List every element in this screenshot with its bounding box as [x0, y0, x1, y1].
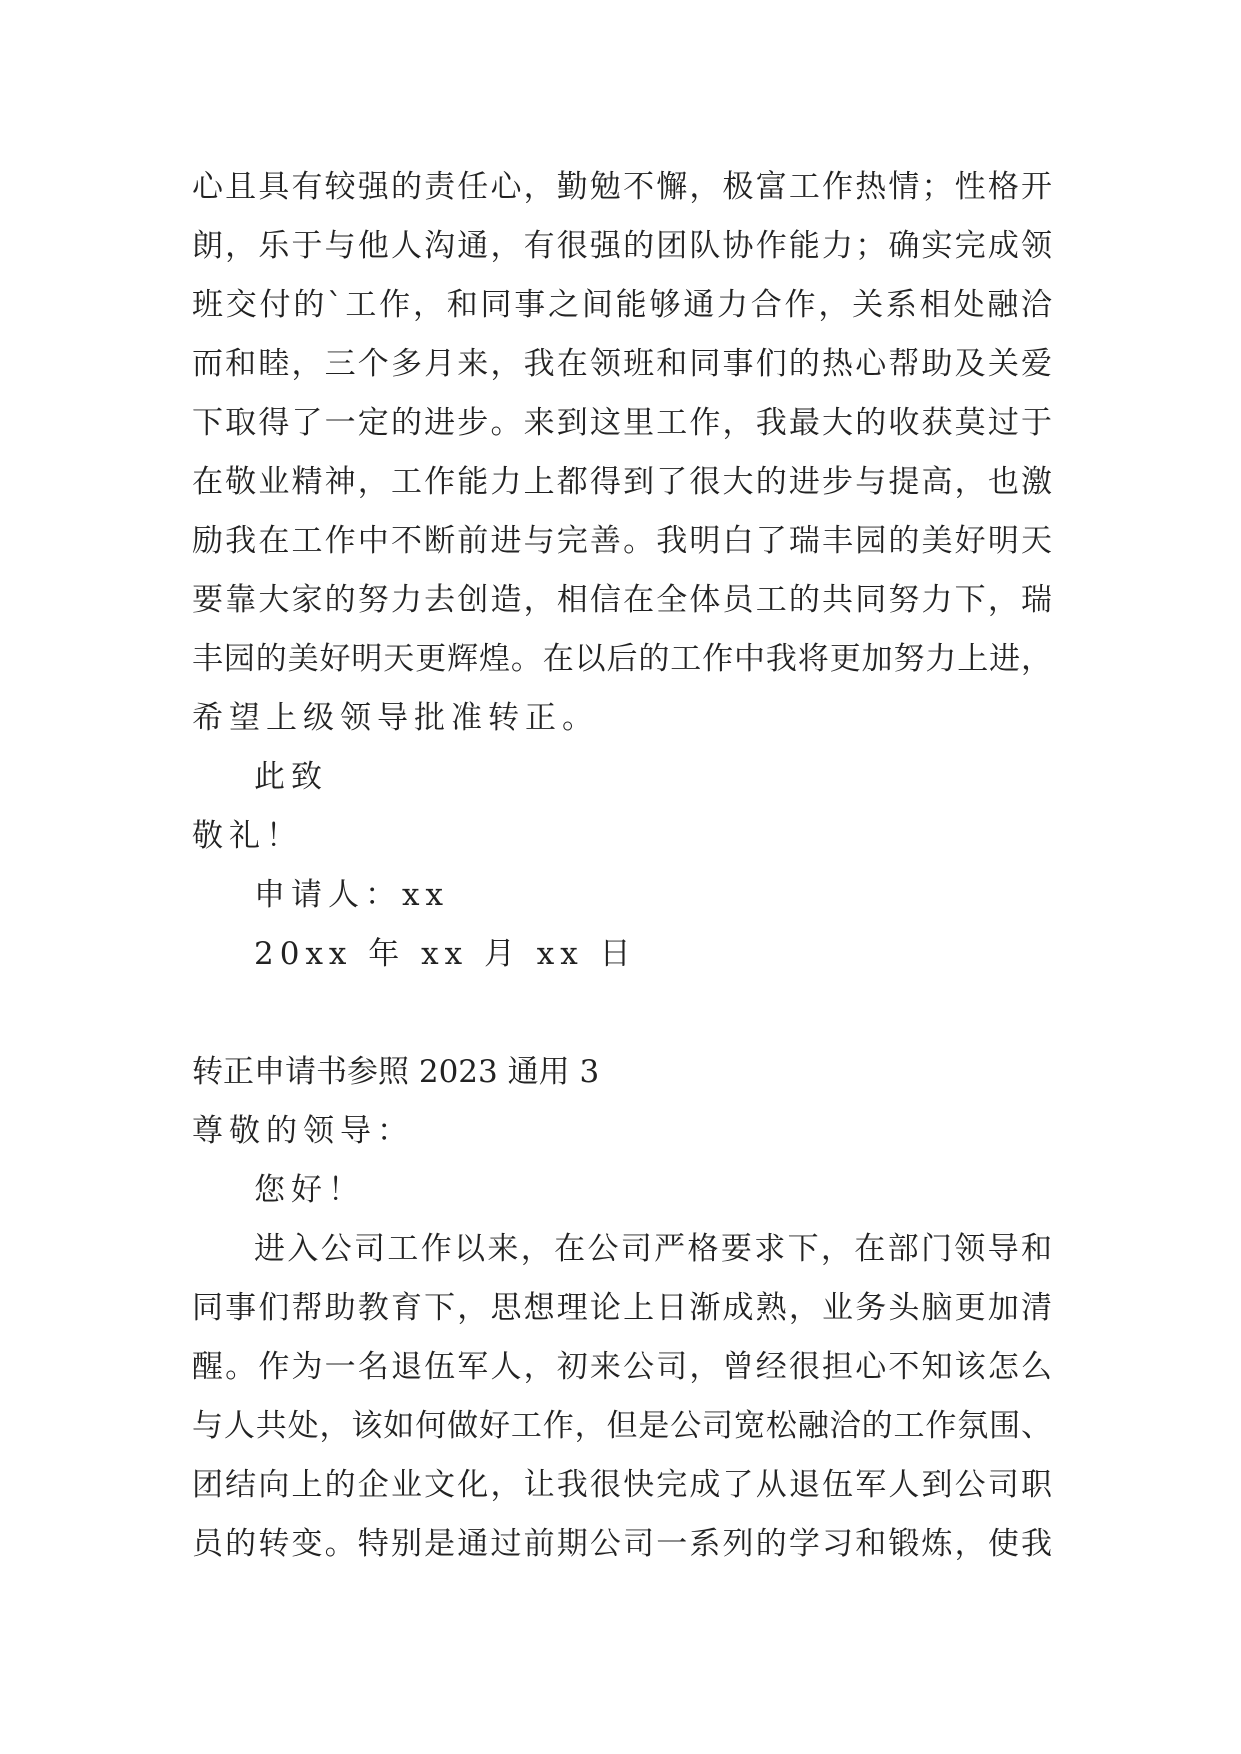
- paragraph-line: 醒。作为一名退伍军人，初来公司，曾经很担心不知该怎么: [192, 1349, 1052, 1385]
- paragraph-line: 员的转变。特别是通过前期公司一系列的学习和锻炼，使我: [192, 1526, 1052, 1562]
- section-title: 转正申请书参照 2023 通用 3: [192, 1054, 600, 1090]
- closing-text: 此致: [254, 759, 328, 795]
- hello-text: 您好！: [254, 1172, 365, 1208]
- paragraph-line: 进入公司工作以来，在公司严格要求下，在部门领导和: [254, 1231, 1052, 1267]
- paragraph-line: 丰园的美好明天更辉煌。在以后的工作中我将更加努力上进，: [192, 641, 1052, 677]
- section-spacer: [192, 984, 1052, 1043]
- paragraph-line: 与人共处，该如何做好工作，但是公司宽松融洽的工作氛围、: [192, 1408, 1052, 1444]
- application-date: 20xx 年 xx 月 xx 日: [254, 936, 637, 972]
- paragraph-line: 而和睦，三个多月来，我在领班和同事们的热心帮助及关爱: [192, 346, 1052, 382]
- paragraph-line: 班交付的`工作，和同事之间能够通力合作，关系相处融洽: [192, 287, 1052, 323]
- salute-text: 敬礼！: [192, 818, 303, 854]
- paragraph-line: 下取得了一定的进步。来到这里工作，我最大的收获莫过于: [192, 405, 1052, 441]
- paragraph-last-line: 希望上级领导批准转正。: [192, 700, 599, 736]
- paragraph-line: 心且具有较强的责任心，勤勉不懈，极富工作热情；性格开: [192, 169, 1052, 205]
- applicant-signature: 申请人：xx: [254, 877, 449, 913]
- paragraph-line: 要靠大家的努力去创造，相信在全体员工的共同努力下，瑞: [192, 582, 1052, 618]
- paragraph-line: 同事们帮助教育下，思想理论上日渐成熟，业务头脑更加清: [192, 1290, 1052, 1326]
- document-page: [192, 158, 1052, 1574]
- paragraph-line: 朗，乐于与他人沟通，有很强的团队协作能力；确实完成领: [192, 228, 1052, 264]
- paragraph-line: 在敬业精神，工作能力上都得到了很大的进步与提高，也激: [192, 464, 1052, 500]
- paragraph-line: 团结向上的企业文化，让我很快完成了从退伍军人到公司职: [192, 1467, 1052, 1503]
- paragraph-line: 励我在工作中不断前进与完善。我明白了瑞丰园的美好明天: [192, 523, 1052, 559]
- greeting-text: 尊敬的领导：: [192, 1113, 414, 1149]
